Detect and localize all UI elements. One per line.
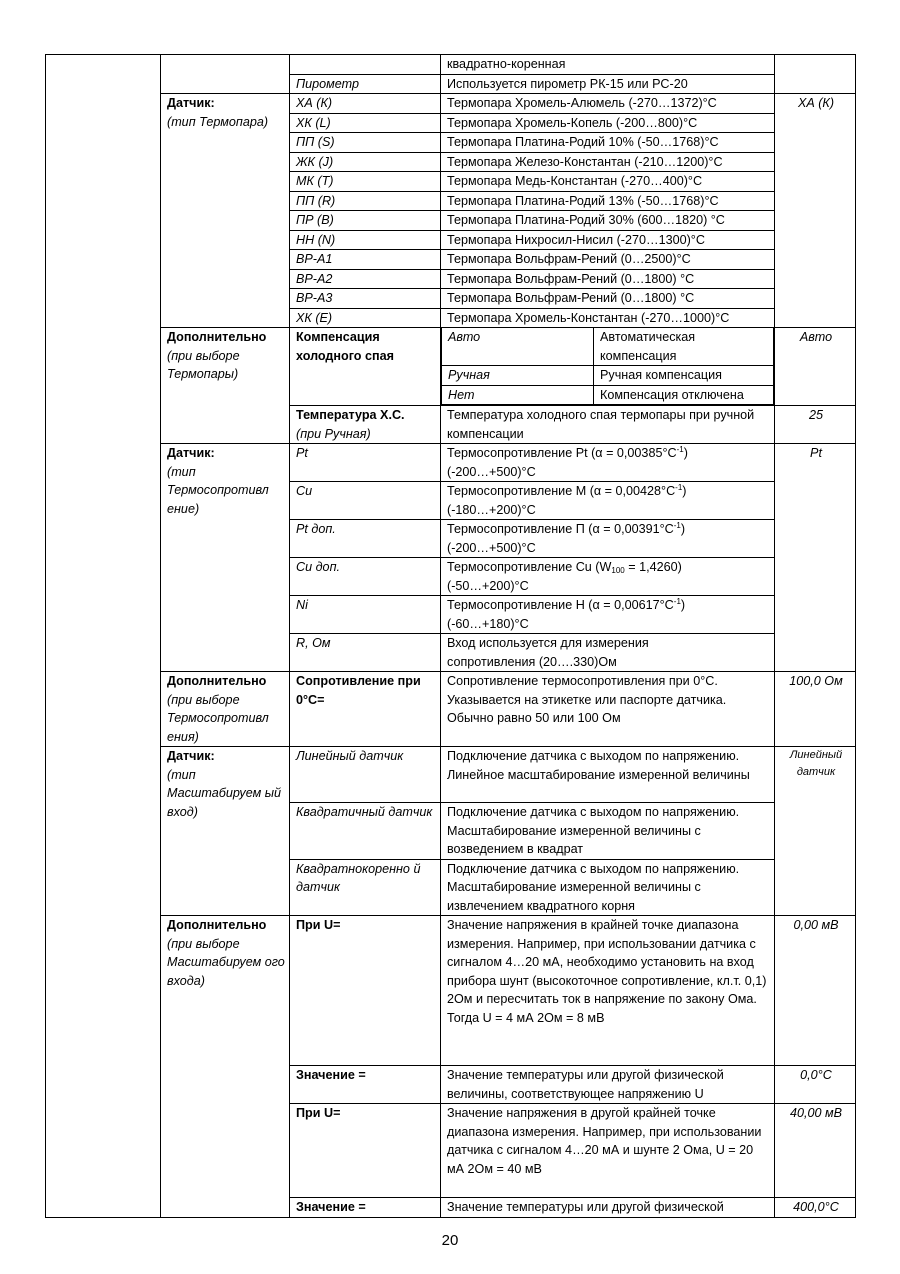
option-desc: Компенсация отключена <box>594 385 774 405</box>
option-code: НН (N) <box>290 230 441 250</box>
cj-options-table <box>441 328 774 405</box>
param-title: Датчик: <box>167 96 215 110</box>
option-code: Пирометр <box>290 74 441 94</box>
option-code: Cu доп. <box>290 558 441 596</box>
param-cell <box>161 916 290 1218</box>
option-code: Pt доп. <box>290 520 441 558</box>
default-value: 40,00 мВ <box>775 1104 856 1198</box>
param-title: Датчик: <box>167 749 215 763</box>
option-desc: Термосопротивление Н $(\alpha = 0,00617^\circ С^{-1})$ (-60…+180)°С <box>441 596 775 634</box>
option-code: Квадратичный датчик <box>290 803 441 860</box>
param-title: Дополнительно <box>167 918 267 932</box>
option-desc: Ручная компенсация <box>594 366 774 386</box>
option-desc: Вход используется для измерения сопротивления (20….330)Ом <box>441 634 775 672</box>
param-cell <box>161 444 290 672</box>
param-subtitle: (тип Масштабируем ый вход) <box>167 767 281 819</box>
option-code: Cu <box>290 482 441 520</box>
option-code: ХА (К) <box>290 94 441 114</box>
option-code: ПР (В) <box>290 211 441 231</box>
option-desc: Термопара Платина-Родий 30% (600…1820) °С <box>441 211 775 231</box>
param-title: Дополнительно <box>167 330 267 344</box>
option-code: R, Ом <box>290 634 441 672</box>
option-code: МК (Т) <box>290 172 441 192</box>
param-title: Датчик: <box>167 446 215 460</box>
option-desc: Термопара Платина-Родий 10% (-50…1768)°С <box>441 133 775 153</box>
default-value: Pt <box>775 444 856 672</box>
option-code: Pt <box>290 444 441 482</box>
default-value: 400,0°С <box>775 1198 856 1218</box>
default-value: Авто <box>775 328 856 406</box>
option-code: ВР-А2 <box>290 269 441 289</box>
option-desc: Термопара Платина-Родий 13% (-50…1768)°С <box>441 191 775 211</box>
param-subtitle: (при выборе Масштабируем ого входа) <box>167 936 285 988</box>
option-desc: Термопара Вольфрам-Рений (0…1800) °С <box>441 269 775 289</box>
option-code: Квадратнокоренно й датчик <box>290 859 441 916</box>
option-code: ПП (S) <box>290 133 441 153</box>
subparam-name: Значение = <box>290 1198 441 1218</box>
option-desc: Термопара Вольфрам-Рений (0…2500)°С <box>441 250 775 270</box>
subparam-name: Сопротивление при 0°С= <box>290 672 441 747</box>
option-desc: Значение температуры или другой физической величины, соответствующее напряжению U <box>441 1066 775 1104</box>
subparam-name: Компенсация холодного спая <box>290 328 441 406</box>
subparam-name: При U= <box>290 1104 441 1198</box>
option-desc: квадратно-коренная <box>441 55 775 75</box>
subparam-name: При U= <box>290 916 441 1066</box>
param-subtitle: (тип Термопара) <box>167 114 269 129</box>
option-desc: Термопара Хромель-Алюмель (-270…1372)°С <box>441 94 775 114</box>
option-desc: Значение напряжения в крайней точке диапазона измерения. Например, при использовании датчика с сигналом 4…20 мА, необходимо установить на вход прибора шунт (высокоточное сопротивление, кл.т. 0,1) 2Ом и пересчитать ток в напряжение по закону Ома. Тогда U = 4 мА 2Ом = 8 мВ <box>441 916 775 1066</box>
default-value: 25 <box>775 406 856 444</box>
blank-left-column <box>46 55 161 1218</box>
option-desc: Термопара Нихросил-Нисил (-270…1300)°С <box>441 230 775 250</box>
param-subtitle: (при выборе Термопары) <box>167 348 240 381</box>
option-desc: Значение напряжения в другой крайней точке диапазона измерения. Например, при использовании датчика с сигналом 4…20 мА и шунте 2 Ома, U = 20 мА 2Ом = 40 мВ <box>441 1104 775 1198</box>
option-code: ХК (L) <box>290 113 441 133</box>
option-desc: Термосопротивление П $(\alpha = 0,00391^\circ С^{-1})$ (-200…+500)°С <box>441 520 775 558</box>
subparam-name: Значение = <box>290 1066 441 1104</box>
option-desc: Сопротивление термосопротивления при 0°С. Указывается на этикетке или паспорте датчика. Обычно равно 50 или 100 Ом <box>441 672 775 747</box>
option-desc: Термопара Хромель-Копель (-200…800)°С <box>441 113 775 133</box>
option-code: ВР-А1 <box>290 250 441 270</box>
param-cell <box>161 328 290 444</box>
option-desc: Термосопротивление М $(\alpha = 0,00428^\circ С^{-1})$ (-180…+200)°С <box>441 482 775 520</box>
default-value: 0,0°С <box>775 1066 856 1104</box>
subparam-options <box>441 328 775 406</box>
param-cell <box>161 94 290 328</box>
subparam-name: Температура Х.С. <box>296 408 405 422</box>
option-desc: Подключение датчика с выходом по напряжению. Масштабирование измеренной величины с извлечением квадратного корня <box>441 859 775 916</box>
page-number: 20 <box>441 1232 459 1249</box>
option-desc: Значение температуры или другой физической <box>441 1198 775 1218</box>
param-cell <box>161 747 290 916</box>
option-code: ВР-А3 <box>290 289 441 309</box>
option-desc: Термопара Медь-Константан (-270…400)°С <box>441 172 775 192</box>
option-code: Ni <box>290 596 441 634</box>
option-desc: Термосопротивление Pt $(\alpha = 0,00385^\circ С^{-1})$ (-200…+500)°С <box>441 444 775 482</box>
option-desc: Подключение датчика с выходом по напряжению. Масштабирование измеренной величины с возведением в квадрат <box>441 803 775 860</box>
option-code: ХК (Е) <box>290 308 441 328</box>
option-desc: Температура холодного спая термопары при ручной компенсации <box>441 406 775 444</box>
default-value: 0,00 мВ <box>775 916 856 1066</box>
option-code: ЖК (J) <box>290 152 441 172</box>
option-value: Ручная <box>442 366 594 386</box>
option-desc: Автоматическая компенсация <box>594 328 774 366</box>
param-subtitle: (при выборе Термосопротивл ения) <box>167 692 269 744</box>
subparam-subtitle: (при Ручная) <box>296 426 371 441</box>
option-code: ПП (R) <box>290 191 441 211</box>
option-desc: Используется пирометр РК-15 или РС-20 <box>441 74 775 94</box>
param-subtitle: (тип Термосопротивл ение) <box>167 464 269 516</box>
option-code: Линейный датчик <box>290 747 441 803</box>
option-value: Авто <box>442 328 594 366</box>
default-value: 100,0 Ом <box>775 672 856 747</box>
subparam-cell <box>290 406 441 444</box>
default-value: Линейный датчик <box>775 747 856 916</box>
parameters-table <box>45 54 856 1218</box>
option-desc: Термопара Вольфрам-Рений (0…1800) °С <box>441 289 775 309</box>
option-desc: Подключение датчика с выходом по напряжению. Линейное масштабирование измеренной величины <box>441 747 775 803</box>
option-value: Нет <box>442 385 594 405</box>
default-value: ХА (К) <box>775 94 856 328</box>
option-desc: Термопара Железо-Константан (-210…1200)°С <box>441 152 775 172</box>
option-desc: Термосопротивление Cu $(W_{100} = 1,4260)$ (-50…+200)°С <box>441 558 775 596</box>
option-desc: Термопара Хромель-Константан (-270…1000)°С <box>441 308 775 328</box>
param-cell <box>161 672 290 747</box>
param-title: Дополнительно <box>167 674 267 688</box>
